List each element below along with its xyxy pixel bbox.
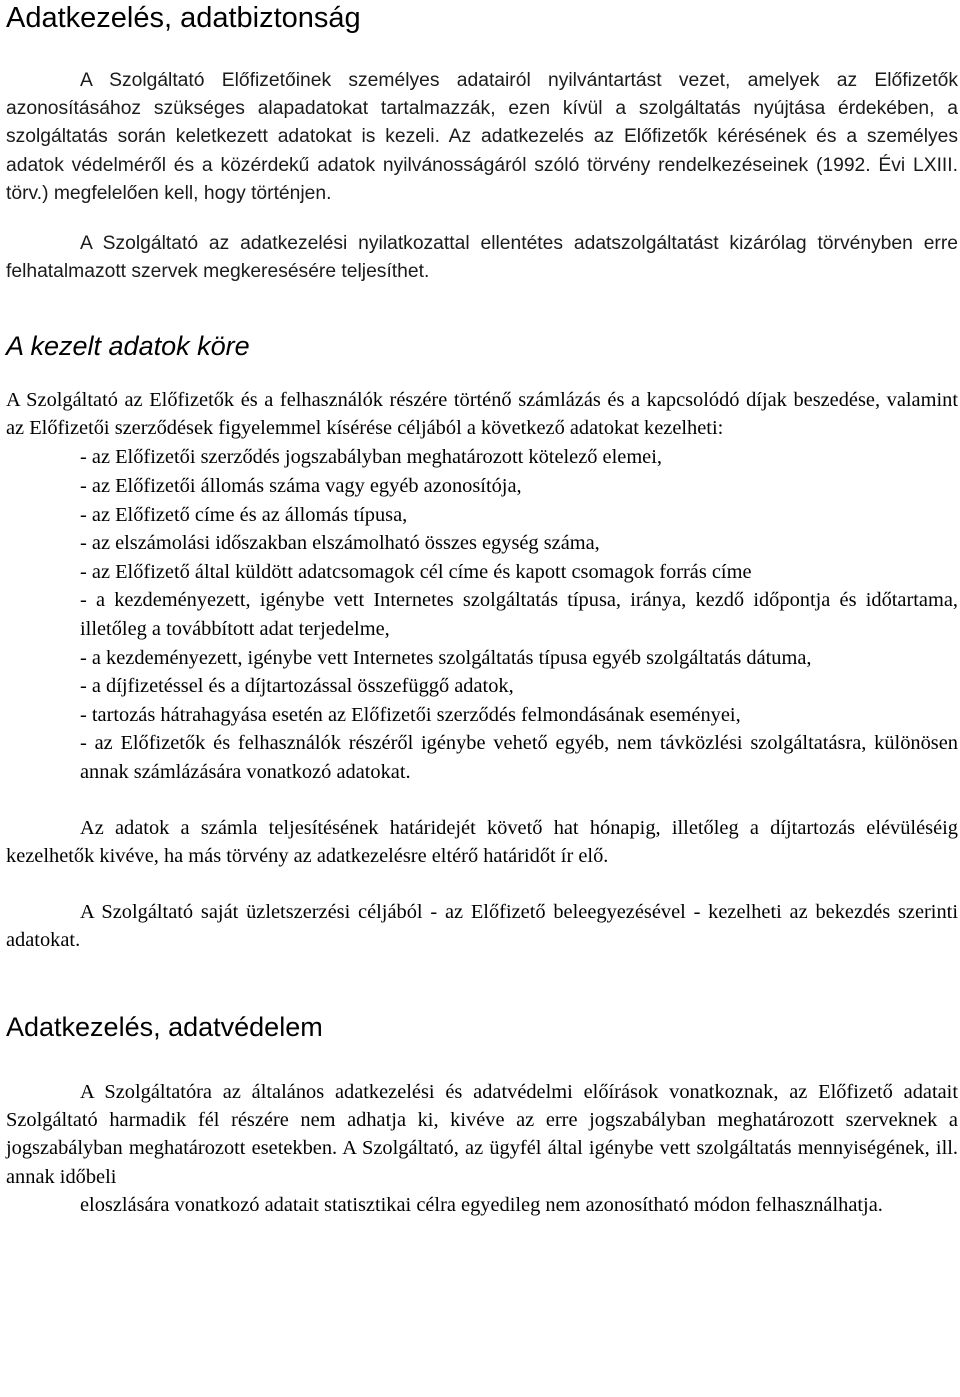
paragraph-data-protection: A Szolgáltatóra az általános adatkezelési és adatvédelmi előírások vonatkoznak, az Előfizető adatait Szolgáltató harmadik fél részére nem adhatja ki, kivéve az erre jogszabályban meghatározott szerveknek a jogszabályban meghatározott esetekben. A Szolgáltató, az ügyfél által igénybe vett szolgáltatás mennyiségének, ill. annak időbeli — [6, 1080, 958, 1188]
list-item: - az Előfizető által küldött adatcsomagok cél címe és kapott csomagok forrás címe — [80, 560, 752, 583]
paragraph-retention-period: Az adatok a számla teljesítésének határidejét követő hat hónapig, illetőleg a díjtartozás elévüléséig kezelhetők kivéve, ha más törvény az adatkezelésre eltérő határidőt ír elő. — [6, 816, 958, 868]
list-item: - az Előfizető címe és az állomás típusa, — [80, 503, 408, 526]
section-title-data-protection: Adatkezelés, adatvédelem — [6, 1011, 323, 1042]
section-title-data-security: Adatkezelés, adatbiztonság — [6, 2, 361, 34]
section-title-handled-data: A kezelt adatok köre — [6, 331, 250, 362]
handled-data-list — [6, 443, 958, 786]
paragraph-data-records: A Szolgáltató Előfizetőinek személyes adatairól nyilvántartást vezet, amelyek az Előfizetők azonosításához szükséges alapadatokat tartalmazzák, ezen kívül a szolgáltatás nyújtása érdekében, a szolgáltatás során keletkezett adatokat is kezeli. Az adatkezelés az Előfizetők kérésének és a személyes adatok védelméről és a közérdekű adatok nyilvánosságáról szóló törvény rendelkezéseinek (1992. Évi LXIII. törv.) megfelelően kell, hogy történjen. — [6, 70, 958, 204]
paragraph-handled-data-intro: A Szolgáltató az Előfizetők és a felhasználók részére történő számlázás és a kapcsolódó díjak beszedése, valamint az Előfizetői szerződések figyelemmel kísérése céljából a következő adatokat kezelheti: — [6, 389, 958, 439]
list-item: - az elszámolási időszakban elszámolható összes egység száma, — [80, 532, 600, 555]
document-page — [6, 0, 958, 1220]
list-item: - a díjfizetéssel és a díjtartozással összefüggő adatok, — [80, 675, 514, 698]
list-item: - tartozás hátrahagyása esetén az Előfizetői szerződés felmondásának eseményei, — [80, 703, 741, 726]
list-item: - a kezdeményezett, igénybe vett Internetes szolgáltatás típusa, iránya, kezdő időpontja és időtartama, illetőleg a továbbított adat terjedelme, — [80, 589, 958, 640]
paragraph-statistics: eloszlására vonatkozó adatait statisztikai célra egyedileg nem azonosítható módon felhasználhatja. — [80, 1194, 883, 1217]
paragraph-data-disclosure: A Szolgáltató az adatkezelési nyilatkozattal ellentétes adatszolgáltatást kizárólag törvényben erre felhatalmazott szervek megkeresésére teljesíthet. — [6, 233, 958, 283]
list-item: - az Előfizetők és felhasználók részéről igénybe vehető egyéb, nem távközlési szolgáltatásra, különösen annak számlázására vonatkozó adatokat. — [80, 732, 958, 783]
list-item: - az Előfizetői állomás száma vagy egyéb azonosítója, — [80, 475, 522, 498]
paragraph-business-use: A Szolgáltató saját üzletszerzési céljából - az Előfizető beleegyezésével - kezelheti az bekezdés szerinti adatokat. — [6, 900, 958, 952]
list-item: - az Előfizetői szerződés jogszabályban meghatározott kötelező elemei, — [80, 446, 662, 469]
list-item: - a kezdeményezett, igénybe vett Internetes szolgáltatás típusa egyéb szolgáltatás dátuma, — [80, 646, 812, 669]
